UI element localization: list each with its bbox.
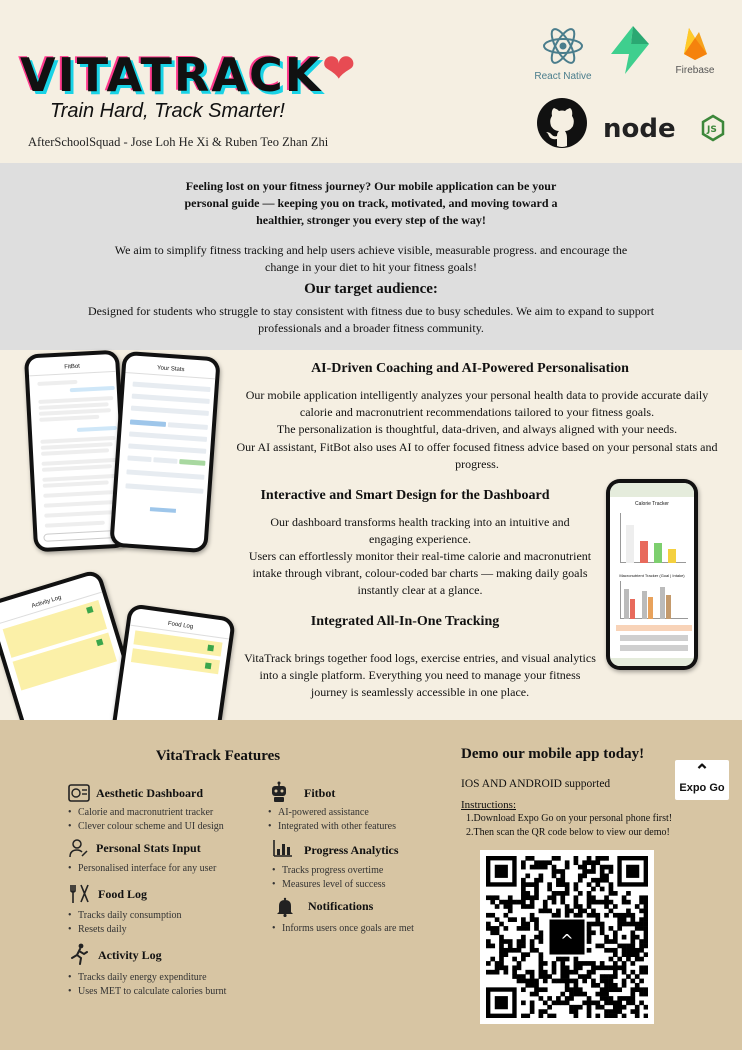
feature-title-fitbot: Fitbot <box>304 786 336 800</box>
stats-phone-mockup <box>109 351 220 553</box>
features-title: VitaTrack Features <box>155 748 281 764</box>
feature-bullets-analytics <box>272 864 386 892</box>
react-native-label: React Native <box>534 71 592 82</box>
dashboard-paragraph-2: Users can effortlessly monitor their real-time calorie and macronutrient intake through vibrant, colour-coded bar charts — making daily goals instantly clear at a glance. <box>248 549 592 597</box>
authors-line: AfterSchoolSquad - Jose Loh He Xi & Ruben Teo Zhan Zhi <box>28 135 329 149</box>
fork-knife-icon <box>68 884 90 909</box>
nodejs-icon <box>601 113 726 143</box>
feature-bullet: • Tracks progress overtime <box>272 864 386 878</box>
feature-bullet: • Personalised interface for any user <box>68 862 216 876</box>
feature-bullets-fitbot <box>268 806 396 834</box>
nodejs-logo <box>601 113 726 143</box>
tracking-paragraph: VitaTrack brings together food logs, exercise entries, and visual analytics into a single platform. Everything you need to manage your fitness journey is seamlessly accessible in one place. <box>244 651 596 699</box>
feature-bullets-dashboard <box>68 806 224 834</box>
platform-support: IOS AND ANDROID supported <box>461 778 611 790</box>
robot-icon <box>268 781 290 808</box>
feature-bullet: • Resets daily <box>68 923 182 937</box>
brand-title: VITATRACK <box>20 48 323 102</box>
github-icon <box>535 96 589 150</box>
expo-logo-icon: ⌃ <box>694 761 710 781</box>
intro-aim: We aim to simplify fitness tracking and help users achieve visible, measurable progress. and encourage the change in your diet to hit your fitness goals! <box>114 243 628 274</box>
demo-qr-code[interactable] <box>480 850 654 1024</box>
instruction-steps <box>466 812 672 840</box>
svg-text:JS: JS <box>707 125 717 135</box>
stats-screen-title: Your Stats <box>125 355 216 379</box>
dashboard-icon <box>68 783 90 808</box>
feature-bullet: • Tracks daily energy expenditure <box>68 971 226 985</box>
calorie-tracker-label: Calorie Tracker <box>635 501 669 507</box>
ai-paragraph-2: The personalization is thoughtful, data-driven, and always aligned with your needs. <box>276 422 678 436</box>
feature-bullet: • Measures level of success <box>272 878 386 892</box>
audience-text: Designed for students who struggle to stay consistent with fitness due to busy schedules. We aim to expand to support professionals and a broader fitness community. <box>87 304 655 335</box>
feature-bullet: • Integrated with other features <box>268 820 396 834</box>
feature-title-activity: Activity Log <box>98 948 162 962</box>
instructions-label: Instructions: <box>461 799 516 811</box>
feature-title-food: Food Log <box>98 887 148 901</box>
intro-lead: Feeling lost on your fitness journey? Our mobile application can be your personal guide — keeping you on track, motivated, and moving toward a healthier, stronger you every step of the way! <box>184 179 558 227</box>
feature-bullets-notifications <box>272 922 414 936</box>
heart-icon: ❤ <box>322 46 356 92</box>
react-atom-icon <box>541 24 585 68</box>
dashboard-paragraph-1: Our dashboard transforms health tracking into an intuitive and engaging experience. <box>270 515 570 546</box>
feature-bullet: • AI-powered assistance <box>268 806 396 820</box>
feature-bullets-activity <box>68 971 226 999</box>
instruction-step: 1.Download Expo Go on your personal phone first! <box>466 813 673 824</box>
dashboard-phone-mockup <box>606 479 698 670</box>
feature-bullet: • Clever colour scheme and UI design <box>68 820 224 834</box>
audience-title: Our target audience: <box>304 281 438 297</box>
dashboard-section-title: Interactive and Smart Design for the Dashboard <box>260 488 550 503</box>
feature-bullet: • Tracks daily consumption <box>68 909 182 923</box>
supabase-logo <box>604 24 656 79</box>
github-logo <box>534 96 590 153</box>
instruction-step: 2.Then scan the QR code below to view our demo! <box>466 827 670 838</box>
feature-title-dashboard: Aesthetic Dashboard <box>96 786 203 800</box>
user-icon <box>68 838 90 863</box>
feature-title-notifications: Notifications <box>308 899 374 913</box>
dashboard-screen <box>610 483 694 666</box>
react-native-logo <box>533 24 593 82</box>
expo-go-label: Expo Go <box>679 782 725 794</box>
bell-icon <box>274 897 296 922</box>
macro-tracker-label: Macronutrient Tracker (Goal | Intake) <box>619 573 685 578</box>
poster-header <box>0 0 742 163</box>
ai-section-title: AI-Driven Coaching and AI-Powered Personalisation <box>311 361 629 376</box>
feature-bullet: • Informs users once goals are met <box>272 922 414 936</box>
svg-text:^: ^ <box>560 931 574 951</box>
firebase-label: Firebase <box>675 65 715 76</box>
ai-paragraph-3: Our AI assistant, FitBot also uses AI to offer focused fitness advice based on your personal stats and progress. <box>236 440 718 471</box>
ai-paragraph-1: Our mobile application intelligently analyzes your personal health data to provide accurate daily calorie and macronutrient recommendations tailored to your fitness goals. <box>245 388 709 419</box>
firebase-flame-icon <box>680 24 710 62</box>
activity-screen-title: Activity Log <box>0 573 102 625</box>
demo-title: Demo our mobile app today! <box>461 746 645 762</box>
bar-chart-icon <box>272 839 294 862</box>
tracking-section-title: Integrated All-In-One Tracking <box>310 614 500 629</box>
firebase-logo <box>668 24 722 76</box>
feature-title-analytics: Progress Analytics <box>304 843 399 857</box>
stats-screen <box>114 355 217 549</box>
expo-go-badge <box>675 760 729 800</box>
tagline: Train Hard, Track Smarter! <box>50 100 285 122</box>
svg-text:node: node <box>603 114 676 143</box>
fitbot-screen-title: FitBot <box>28 354 116 377</box>
running-icon <box>68 943 90 970</box>
feature-bullet: • Uses MET to calculate calories burnt <box>68 985 226 999</box>
feature-title-stats: Personal Stats Input <box>96 841 201 855</box>
qr-code-image <box>486 856 648 1018</box>
foodlog-screen-title: Food Log <box>130 608 232 640</box>
supabase-bolt-icon <box>605 24 655 76</box>
feature-bullets-stats <box>68 862 216 876</box>
feature-bullet: • Calorie and macronutrient tracker <box>68 806 224 820</box>
feature-bullets-food <box>68 909 182 937</box>
